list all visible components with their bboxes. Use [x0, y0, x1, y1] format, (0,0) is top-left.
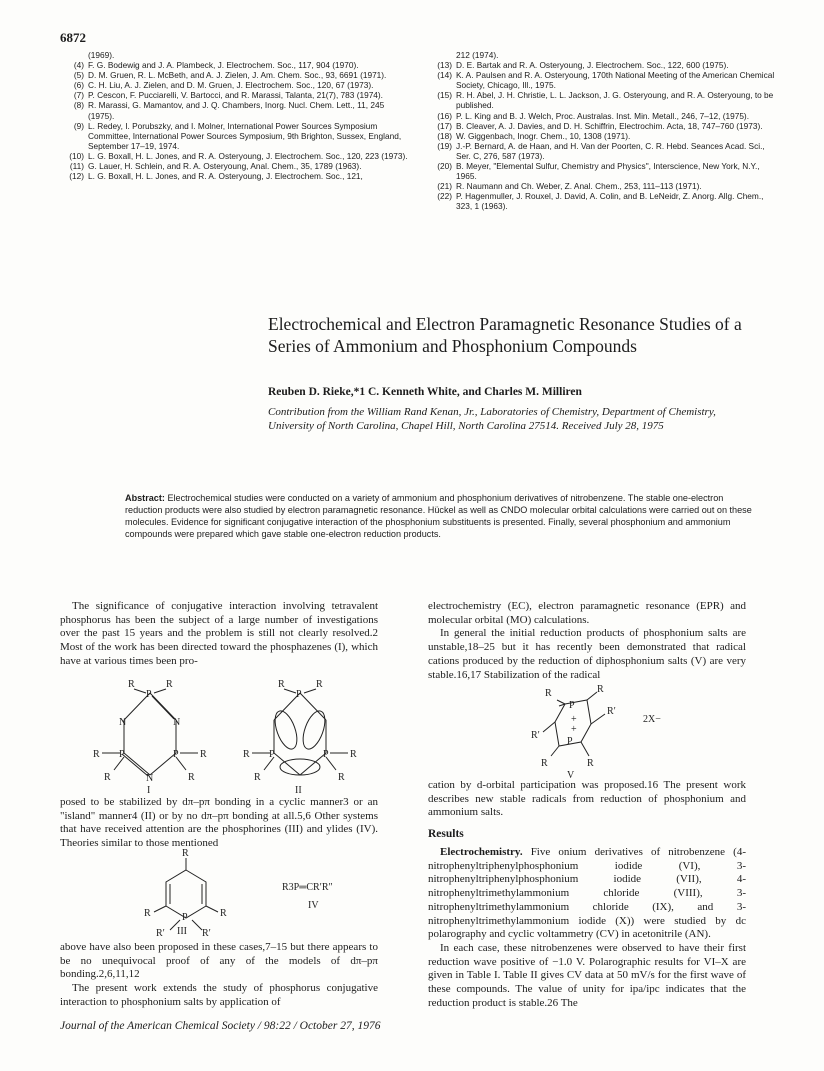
- reference-item: [428, 60, 778, 70]
- reference-number: (18): [437, 130, 452, 141]
- abstract: [125, 492, 755, 540]
- svg-text:R′: R′: [607, 706, 616, 717]
- reference-text: P. Cescon, F. Pucciarelli, V. Bartocci, and R. Marassi, Talanta, 21(7), 783 (1974).: [88, 90, 383, 101]
- reference-item: [60, 70, 410, 80]
- svg-text:R: R: [350, 749, 357, 760]
- reference-number: (5): [73, 70, 84, 81]
- svg-text:R: R: [545, 688, 552, 699]
- article-title: Electrochemical and Electron Paramagnetic Resonance Studies of a Series of Ammonium and Phosphonium Compounds: [268, 314, 742, 356]
- svg-text:P: P: [173, 749, 179, 760]
- results-heading: Results: [428, 828, 464, 840]
- svg-text:P: P: [296, 689, 302, 700]
- reference-number: (7): [73, 90, 84, 101]
- paragraph-text: Five onium derivatives of nitrobenzene (4-nitrophenyltriphenylphosphonium iodide (VI), 3-nitrophenyltriphenylphosphonium iodide (VII), 4-nitrophenyltrimethylammonium chloride (VIII), 3-nitrophenyltrimethylammonium chloride (IX), and 3-nitrophenyltrimethylammonium iodide (X)) were studied by dc polarography and cyclic voltammetry (CV) in acetonitrile (AN).: [428, 846, 746, 941]
- reference-text: F. G. Bodewig and J. A. Plambeck, J. Electrochem. Soc., 117, 904 (1970).: [88, 60, 359, 71]
- reference-item: [60, 50, 410, 60]
- reference-text: B. Cleaver, A. J. Davies, and D. H. Schiffrin, Electrochim. Acta, 18, 747–760 (1973).: [456, 120, 763, 131]
- reference-text: L. G. Boxall, H. L. Jones, and R. A. Osteryoung, J. Electrochem. Soc., 120, 223 (1973).: [88, 150, 408, 161]
- reference-number: (21): [437, 181, 452, 192]
- reference-text: B. Meyer, "Elemental Sulfur, Chemistry and Physics", Interscience, New York, N.Y., 1965.: [456, 161, 760, 182]
- svg-text:P: P: [569, 700, 575, 711]
- reference-text: K. A. Paulsen and R. A. Osteryoung, 170th National Meeting of the American Chemical Society, Chicago, Ill., 1975.: [456, 70, 775, 91]
- structure-ii-label: II: [295, 785, 302, 795]
- reference-number: (9): [73, 120, 84, 131]
- reference-text: 212 (1974).: [456, 50, 499, 60]
- svg-text:R′: R′: [156, 928, 165, 938]
- reference-number: (8): [73, 100, 84, 111]
- reference-number: (20): [437, 161, 452, 172]
- reference-text: R. Naumann and Ch. Weber, Z. Anal. Chem., 253, 111–113 (1971).: [456, 181, 702, 192]
- counterion: 2X−: [643, 714, 661, 725]
- article-authors: Reuben D. Rieke,*1 C. Kenneth White, and Charles M. Milliren: [268, 386, 582, 398]
- body-left-paragraph-2: [60, 796, 378, 851]
- svg-text:R: R: [104, 772, 111, 783]
- reference-text: R. Marassi, G. Mamantov, and J. Q. Chambers, Inorg. Nucl. Chem. Lett., 11, 245 (1975).: [88, 100, 385, 121]
- svg-text:R: R: [541, 758, 548, 769]
- svg-text:R: R: [166, 679, 173, 690]
- reference-number: (16): [437, 110, 452, 121]
- svg-text:N: N: [119, 717, 127, 728]
- reference-item: [60, 80, 410, 90]
- svg-text:R: R: [182, 848, 189, 859]
- reference-item: [428, 141, 778, 161]
- svg-text:R: R: [144, 908, 151, 919]
- structure-v-label: V: [567, 770, 575, 778]
- paragraph-text: electrochemistry (EC), electron paramagnetic resonance (EPR) and molecular orbital (MO) calculations.: [428, 600, 746, 626]
- svg-text:R: R: [597, 684, 604, 695]
- reference-text: (1969).: [88, 50, 115, 60]
- reference-number: (11): [69, 161, 84, 172]
- reference-text: D. E. Bartak and R. A. Osteryoung, J. Electrochem. Soc., 122, 600 (1975).: [456, 60, 729, 71]
- reference-number: (14): [437, 70, 452, 81]
- svg-text:R′: R′: [531, 730, 540, 741]
- svg-text:P: P: [567, 736, 573, 747]
- reference-text: J.-P. Bernard, A. de Haan, and H. Van der Poorten, C. R. Hebd. Seances Acad. Sci., Ser. C, 276, 587 (1973).: [456, 140, 765, 161]
- body-left-paragraph-3: [60, 941, 378, 1010]
- reference-number: (19): [437, 140, 452, 151]
- reference-item: [60, 90, 410, 100]
- reference-number: (4): [73, 60, 84, 71]
- reference-item: [60, 60, 410, 70]
- reference-item: [60, 171, 410, 181]
- reference-item: [60, 100, 410, 120]
- svg-text:R: R: [128, 679, 135, 690]
- reference-number: (12): [69, 171, 84, 182]
- references-right-column: [428, 50, 778, 212]
- paragraph-text: The present work extends the study of phosphorus conjugative interaction to phosphonium salts by application of: [60, 982, 378, 1008]
- svg-text:R: R: [338, 772, 345, 783]
- reference-number: (17): [437, 120, 452, 131]
- abstract-text: Electrochemical studies were conducted on a variety of ammonium and phosphonium derivatives of nitrobenzene. The stable one-electron reduction products were also studied by electron paramagnetic resonance. Hückel as well as CNDO molecular orbital calculations were carried out on these molecules. Evidence for significant conjugative interaction of the phosphonium substituents is presented. Finally, several phosphonium and ammonium compounds were prepared which gave stable one-electron reduction products.: [125, 493, 752, 539]
- svg-text:P: P: [146, 689, 152, 700]
- reference-number: (13): [437, 60, 452, 71]
- reference-item: [428, 161, 778, 181]
- svg-text:P: P: [269, 749, 275, 760]
- structure-iii-label: III: [177, 926, 187, 937]
- svg-text:R′: R′: [202, 928, 211, 938]
- journal-footer: Journal of the American Chemical Society / 98:22 / October 27, 1976: [60, 1020, 381, 1032]
- reference-item: [60, 161, 410, 171]
- paragraph-text: The significance of conjugative interaction involving tetravalent phosphorus has been the subject of a large number of investigations over the past 15 years and the problem is still not clearly resolved.2 Most of the work has been directed toward the phosphazenes (I), which have at various times been pro-: [60, 600, 378, 667]
- svg-text:R: R: [254, 772, 261, 783]
- structure-v: [525, 682, 715, 778]
- reference-text: D. M. Gruen, R. L. McBeth, and A. J. Zielen, J. Am. Chem. Soc., 93, 6691 (1971).: [88, 70, 387, 81]
- reference-text: P. Hagenmuller, J. Rouxel, J. David, A. Colin, and B. LeNeidr, Z. Anorg. Allg. Chem., 323, 1 (1963).: [456, 191, 764, 212]
- structure-i-label: I: [147, 785, 151, 795]
- svg-text:R: R: [278, 679, 285, 690]
- abstract-label: Abstract:: [125, 493, 165, 503]
- reference-item: [60, 151, 410, 161]
- reference-item: [428, 50, 778, 60]
- reference-item: [428, 111, 778, 121]
- reference-text: P. L. King and B. J. Welch, Proc. Australas. Inst. Min. Metall., 246, 7–12, (1975).: [456, 110, 749, 121]
- body-right-paragraph-1: [428, 600, 746, 682]
- reference-item: [428, 131, 778, 141]
- reference-item: [428, 90, 778, 110]
- paragraph-text: above have also been proposed in these cases,7–15 but there appears to be no unequivocal proof of any of the models of dπ–pπ bonding.2,6,11,12: [60, 941, 378, 981]
- reference-text: C. H. Liu, A. J. Zielen, and D. M. Gruen, J. Electrochem. Soc., 120, 67 (1973).: [88, 80, 374, 91]
- reference-text: W. Giggenbach, Inogr. Chem., 10, 1308 (1971).: [456, 130, 631, 141]
- reference-item: [428, 191, 778, 211]
- svg-text:R: R: [587, 758, 594, 769]
- body-right-paragraph-3: [428, 846, 746, 1010]
- paragraph-text: cation by d-orbital participation was proposed.16 The present work describes new stable radicals from reduction of phosphonium and ammonium salts.: [428, 779, 746, 819]
- reference-number: (15): [437, 90, 452, 101]
- article-affiliation: Contribution from the William Rand Kenan, Jr., Laboratories of Chemistry, Department of Chemistry, University of North Carolina, Chapel Hill, North Carolina 27514. Received July 28, 1975: [268, 406, 716, 432]
- svg-text:P: P: [182, 912, 188, 923]
- svg-text:N: N: [146, 773, 154, 784]
- body-right-paragraph-2: [428, 779, 746, 820]
- svg-text:R: R: [243, 749, 250, 760]
- electrochemistry-label: Electrochemistry.: [440, 846, 523, 858]
- page-number: 6872: [60, 30, 86, 45]
- svg-text:N: N: [173, 717, 181, 728]
- reference-item: [428, 181, 778, 191]
- paragraph-text: In general the initial reduction products of phosphonium salts are unstable,18–25 but it has recently been demonstrated that radical cations produced by the reduction of diphosphonium salts (V) are very stable.16,17 Stabilization of the radical: [428, 627, 746, 681]
- reference-number: (10): [69, 150, 84, 161]
- structure-iv-label: IV: [308, 900, 319, 911]
- svg-text:R: R: [200, 749, 207, 760]
- ylide-formula: R3P═CR′R″: [282, 882, 333, 893]
- reference-text: G. Lauer, H. Schlein, and R. A. Osteryoung, Anal. Chem., 35, 1789 (1963).: [88, 161, 362, 172]
- svg-text:P: P: [119, 749, 125, 760]
- svg-text:P: P: [323, 749, 329, 760]
- svg-text:R: R: [188, 772, 195, 783]
- reference-text: L. Redey, I. Porubszky, and I. Molner, International Power Sources Symposium Committee, International Power Sources Symposium, 9th Brighton, Sussex, England, September 17–19, 1974.: [88, 120, 402, 151]
- reference-number: (22): [437, 191, 452, 202]
- reference-text: R. H. Abel, J. H. Christie, L. L. Jackson, J. G. Osteryoung, and R. A. Osteryoung, to be published.: [456, 90, 774, 111]
- reference-item: [428, 121, 778, 131]
- reference-item: [60, 121, 410, 151]
- references-left-column: [60, 50, 410, 181]
- svg-text:+: +: [571, 714, 577, 725]
- paragraph-text: posed to be stabilized by dπ–pπ bonding in a cyclic manner3 or an "island" manner4 (II) or by no dπ–pπ bonding at all.5,6 Other systems that have received attention are the phosphorines (III) and ylides (IV). Theories similar to those mentioned: [60, 796, 378, 850]
- reference-item: [428, 70, 778, 90]
- svg-text:R: R: [93, 749, 100, 760]
- reference-number: (6): [73, 80, 84, 91]
- body-left-paragraph-1: [60, 600, 378, 669]
- svg-text:R: R: [220, 908, 227, 919]
- svg-text:R: R: [316, 679, 323, 690]
- paragraph-text: In each case, these nitrobenzenes were observed to have their first reduction wave positive of −1.0 V. Polarographic results for VI–X are given in Table I. Table II gives CV data at 50 mV/s for the first wave of these compounds. The value of unity for ipa/ipc indicates that the reduction product is stable.26 The: [428, 941, 746, 1009]
- svg-text:+: +: [571, 724, 577, 735]
- structures-iii-iv: [130, 846, 370, 938]
- reference-text: L. G. Boxall, H. L. Jones, and R. A. Osteryoung, J. Electrochem. Soc., 121,: [88, 171, 363, 182]
- structures-i-ii: [92, 675, 382, 795]
